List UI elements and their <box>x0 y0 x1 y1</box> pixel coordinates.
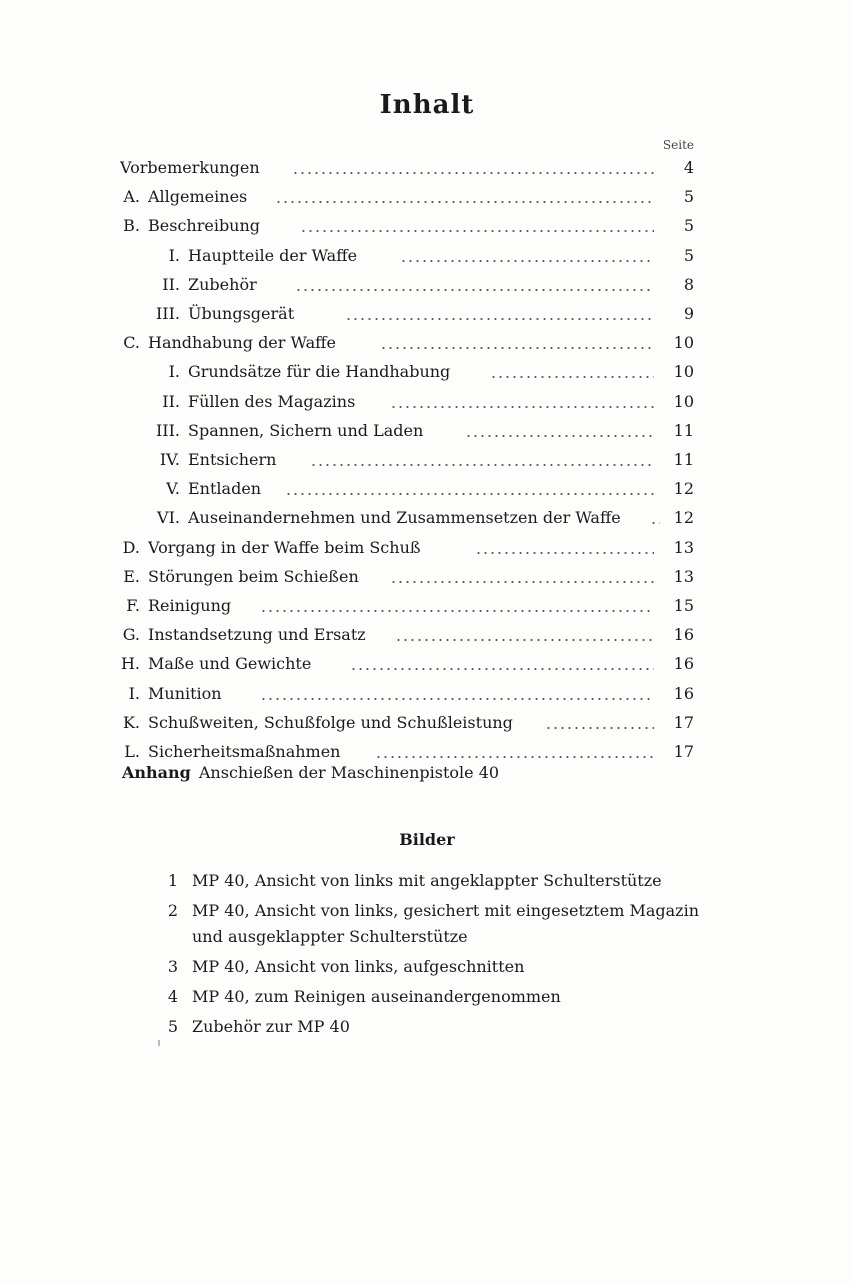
figure-caption: MP 40, zum Reinigen auseinandergenommen <box>192 987 561 1006</box>
toc-entry-text: Füllen des Magazins <box>188 391 356 411</box>
toc-leader-dots <box>380 347 654 349</box>
toc-row <box>0 243 854 269</box>
toc-page-number: 16 <box>673 654 694 674</box>
toc-leader-dots <box>390 581 654 583</box>
toc-section-marker: B. <box>123 216 140 236</box>
toc-section-marker: II. <box>162 274 180 294</box>
figure-number: 5 <box>167 1017 178 1036</box>
toc-page-number: 15 <box>673 596 694 615</box>
toc-row <box>0 330 854 356</box>
toc-leader-dots <box>350 668 654 670</box>
toc-leader-dots <box>465 435 654 437</box>
toc-row <box>0 272 854 298</box>
toc-row <box>0 505 854 531</box>
toc-row <box>0 184 854 210</box>
toc-page-number: 17 <box>673 742 694 761</box>
toc-entry-text: Schußweiten, Schußfolge und Schußleistung <box>148 712 513 732</box>
toc-page-number: 5 <box>683 216 694 236</box>
toc-leader-dots <box>490 376 654 378</box>
figure-caption: Zubehör zur MP 40 <box>192 1017 350 1036</box>
toc-entry-text: Maße und Gewichte <box>148 654 312 674</box>
toc-leader-dots <box>650 522 660 524</box>
toc-leader-dots <box>395 639 654 641</box>
figure-caption: und ausgeklappter Schulterstütze <box>192 927 468 946</box>
toc-entry-text: Übungsgerät <box>188 304 295 323</box>
toc-section-marker: VI. <box>157 508 180 528</box>
toc-row <box>0 476 854 502</box>
toc-entry-text: Entladen <box>188 479 262 499</box>
toc-row <box>0 155 854 181</box>
toc-page-number: 13 <box>673 566 694 586</box>
toc-section-marker: H. <box>120 654 140 674</box>
toc-row <box>0 593 854 619</box>
toc-section-marker: I. <box>168 245 180 265</box>
toc-section-marker: E. <box>123 566 140 586</box>
toc-section-marker: IV. <box>159 450 180 469</box>
toc-page-number: 17 <box>673 712 694 732</box>
toc-page-number: 12 <box>673 479 694 499</box>
toc-page-number: 9 <box>683 304 694 323</box>
toc-leader-dots <box>545 727 654 729</box>
figure-item <box>0 984 854 1010</box>
toc-entry-text: Vorgang in der Waffe beim Schuß <box>148 537 421 557</box>
figure-item <box>0 1014 854 1040</box>
seite-column-label: Seite <box>662 138 694 152</box>
toc-leader-dots <box>390 406 654 408</box>
toc-leader-dots <box>345 318 654 320</box>
toc-section-marker: V. <box>166 479 180 499</box>
toc-row <box>0 418 854 444</box>
toc-entry-text: Sicherheitsmaßnahmen <box>148 742 341 761</box>
toc-leader-dots <box>475 552 654 554</box>
toc-entry-text: Spannen, Sichern und Laden <box>188 420 424 440</box>
toc-leader-dots <box>260 610 654 612</box>
toc-leader-dots <box>300 230 654 232</box>
toc-entry-text: Störungen beim Schießen <box>148 566 359 586</box>
toc-page-number: 10 <box>673 391 694 411</box>
anhang-label: Anhang <box>122 763 191 782</box>
toc-section-marker: I. <box>128 683 140 703</box>
toc-row <box>0 359 854 385</box>
toc-section-marker: II. <box>162 391 180 411</box>
toc-row <box>0 710 854 736</box>
toc-section-marker: I. <box>168 362 180 382</box>
toc-row <box>0 301 854 327</box>
toc-page-number: 16 <box>673 683 694 703</box>
toc-row <box>0 213 854 239</box>
figure-item <box>0 954 854 980</box>
toc-entry-text: Grundsätze für die Handhabung <box>188 362 451 382</box>
toc-leader-dots <box>295 289 654 291</box>
figure-number: 1 <box>167 871 178 890</box>
toc-entry-text: Beschreibung <box>148 216 261 236</box>
toc-row <box>0 535 854 561</box>
toc-leader-dots <box>375 756 654 758</box>
toc-section-marker: D. <box>122 537 140 557</box>
paper-mark <box>158 1040 160 1046</box>
toc-entry-text: Auseinandernehmen und Zusammensetzen der Waffe <box>188 508 621 528</box>
toc-page-number: 11 <box>673 450 694 469</box>
toc-leader-dots <box>310 464 654 466</box>
toc-entry-text: Reinigung <box>148 596 232 615</box>
toc-row <box>0 681 854 707</box>
toc-entry-text: Handhabung der Waffe <box>148 333 336 353</box>
anhang-text: Anschießen der Maschinenpistole 40 <box>198 763 500 782</box>
toc-section-marker: G. <box>122 625 140 645</box>
toc-page-number: 16 <box>673 625 694 645</box>
toc-row <box>0 622 854 648</box>
toc-entry-text: Zubehör <box>188 274 257 294</box>
figure-item <box>0 898 854 950</box>
toc-section-marker: L. <box>124 742 140 761</box>
figure-caption: MP 40, Ansicht von links mit angeklappter Schulterstütze <box>192 871 662 890</box>
toc-leader-dots <box>292 172 654 174</box>
figure-item <box>0 868 854 894</box>
toc-section-marker: A. <box>123 187 140 207</box>
figure-caption: MP 40, Ansicht von links, gesichert mit eingesetztem Magazin <box>192 901 700 920</box>
toc-section-marker: F. <box>126 596 140 615</box>
toc-row <box>0 564 854 590</box>
toc-entry-text: Instandsetzung und Ersatz <box>148 625 366 645</box>
toc-entry-text: Entsichern <box>188 450 277 469</box>
toc-page-number: 4 <box>683 158 694 177</box>
toc-page-number: 10 <box>673 333 694 353</box>
toc-leader-dots <box>400 260 654 262</box>
toc-row <box>0 651 854 677</box>
toc-page-number: 12 <box>673 508 694 528</box>
figure-caption: MP 40, Ansicht von links, aufgeschnitten <box>192 957 525 976</box>
toc-leader-dots <box>260 698 654 700</box>
toc-section-marker: C. <box>123 333 140 353</box>
toc-section-marker: III. <box>155 304 180 323</box>
toc-section-marker: III. <box>155 420 180 440</box>
figure-number: 3 <box>167 957 178 976</box>
toc-entry-text: Munition <box>148 683 222 703</box>
toc-page-number: 13 <box>673 537 694 557</box>
figures-title: Bilder <box>399 830 455 849</box>
figure-number: 4 <box>167 987 178 1006</box>
page-title: Inhalt <box>379 90 475 120</box>
toc-leader-dots <box>275 201 654 203</box>
toc-leader-dots <box>285 493 654 495</box>
figure-number: 2 <box>167 901 178 920</box>
toc-page-number: 8 <box>683 274 694 294</box>
toc-entry-text: Allgemeines <box>148 187 248 207</box>
toc-page-number: 10 <box>673 362 694 382</box>
toc-entry-text: Hauptteile der Waffe <box>188 245 358 265</box>
toc-section-marker: K. <box>122 712 140 732</box>
toc-row <box>0 389 854 415</box>
toc-entry-text: Vorbemerkungen <box>120 158 260 177</box>
toc-row <box>0 447 854 473</box>
toc-page-number: 11 <box>673 420 694 440</box>
toc-page-number: 5 <box>683 187 694 207</box>
anhang-entry <box>122 760 499 786</box>
toc-page-number: 5 <box>683 245 694 265</box>
